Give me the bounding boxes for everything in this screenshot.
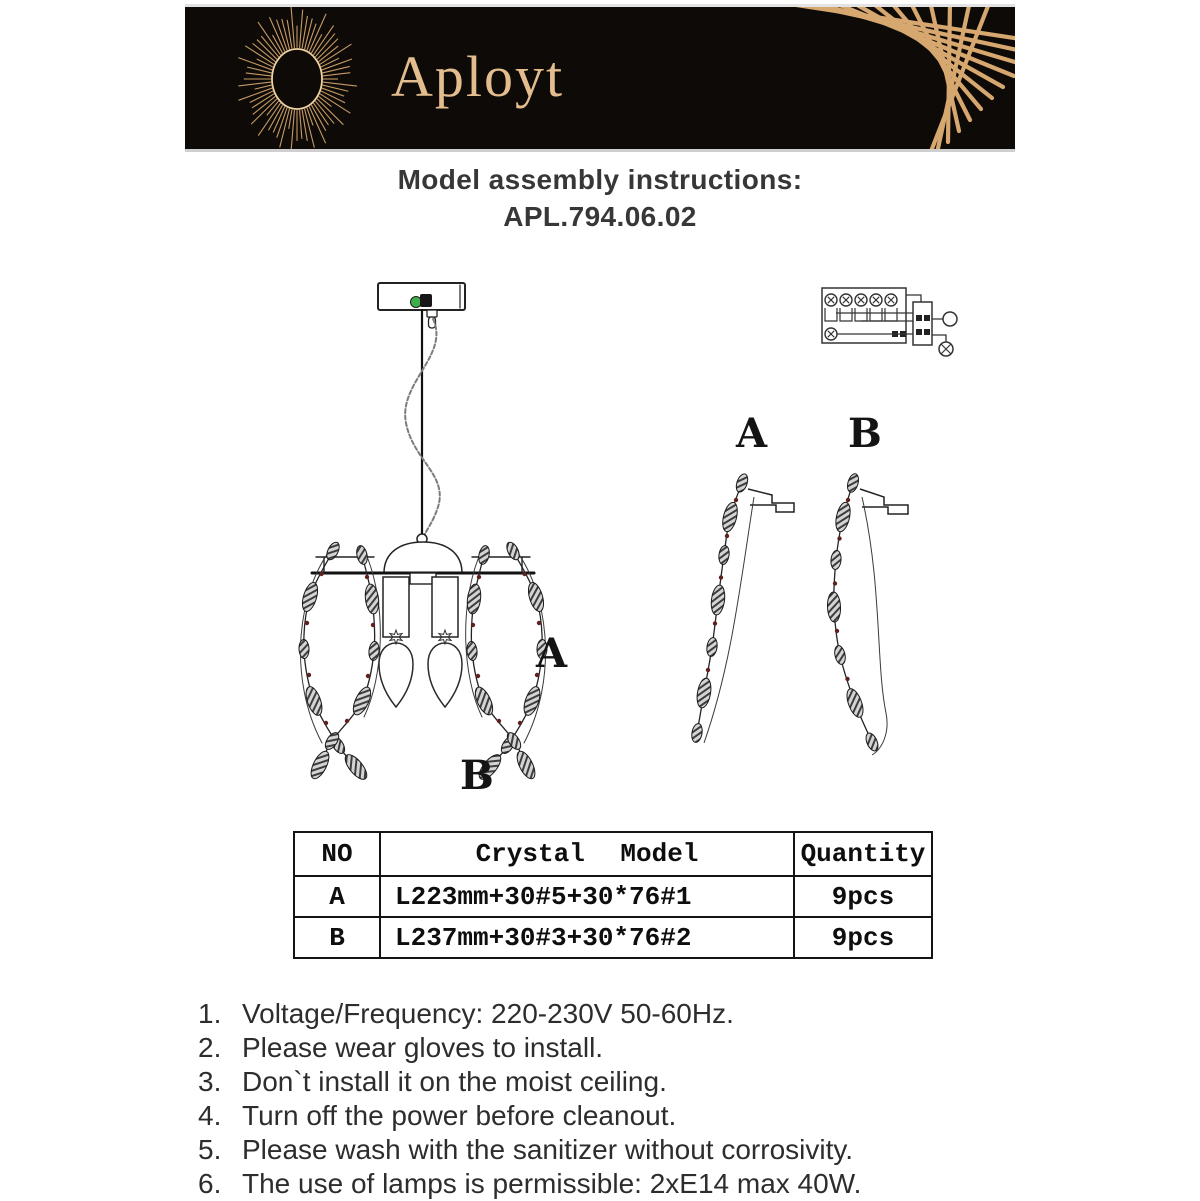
joint-dot	[345, 719, 349, 723]
joint-dot	[537, 621, 541, 625]
sunburst-ring	[272, 49, 322, 109]
crystal-bead	[844, 687, 867, 720]
frame-b	[862, 497, 887, 755]
label-b-main: B	[460, 752, 494, 799]
joint-dot	[477, 575, 481, 579]
crystal-bead	[846, 472, 861, 493]
sunburst-ray	[323, 82, 357, 86]
item-number: 6.	[198, 1168, 222, 1199]
joint-dot	[365, 575, 369, 579]
list-item	[198, 1065, 1058, 1099]
label-b-detail: B	[848, 410, 882, 457]
joint-dot	[366, 674, 370, 678]
crystal-bead	[477, 545, 491, 566]
screw-knob	[420, 294, 432, 307]
sunburst-ray	[302, 16, 307, 49]
joint-dot	[371, 623, 375, 627]
crystal-parts-table	[293, 831, 933, 959]
joint-dot	[846, 498, 850, 502]
lamp-socket	[432, 577, 458, 637]
candle-bulb	[379, 643, 413, 707]
terminal-clip	[825, 308, 837, 321]
crystal-bead	[718, 545, 731, 565]
cell-no: B	[294, 917, 380, 958]
frame-a	[704, 497, 754, 743]
item-number: 2.	[198, 1032, 222, 1063]
assembly-diagram	[280, 255, 980, 825]
item-text: Please wash with the sanitizer without corrosivity.	[242, 1134, 854, 1165]
crystal-bead	[526, 581, 547, 613]
joint-dot	[833, 581, 837, 585]
joint-dot	[837, 536, 841, 540]
crystal-bead	[324, 540, 341, 561]
joint-dot	[706, 668, 710, 672]
crystal-bead	[341, 751, 370, 782]
joint-dot	[518, 721, 522, 725]
detail-strand-b	[827, 472, 881, 752]
hook-a	[748, 489, 794, 512]
terminal-clip	[885, 308, 897, 321]
item-number: 5.	[198, 1134, 222, 1165]
terminal-clip	[840, 308, 852, 321]
list-item	[198, 1099, 1058, 1133]
instructions-list	[198, 997, 1058, 1201]
joint-dot	[324, 721, 328, 725]
page-title: Model assembly instructions:	[397, 164, 803, 195]
lamp-socket	[383, 577, 409, 637]
joint-dot	[845, 677, 849, 681]
sunburst-ray	[300, 10, 303, 48]
crystal-bead	[734, 472, 750, 493]
sunburst-ray	[289, 110, 292, 129]
banner-artwork	[185, 7, 1015, 149]
item-text: Don`t install it on the moist ceiling.	[242, 1066, 667, 1097]
pendant-lamp	[299, 283, 568, 799]
list-item	[198, 1031, 1058, 1065]
joint-dot	[476, 674, 480, 678]
cell-model: L237mm+30#3+30*76#2	[380, 917, 794, 958]
detail-strands	[690, 472, 880, 752]
sunburst-ray	[246, 73, 271, 76]
table-header-row	[294, 832, 932, 876]
canopy-dome	[384, 542, 462, 573]
joint-dot	[713, 621, 717, 625]
joint-dot	[522, 572, 526, 576]
label-a-main: A	[536, 630, 568, 677]
joint-dot	[835, 629, 839, 633]
joint-dot	[471, 623, 475, 627]
cord-grip	[427, 310, 437, 317]
crystal-bead	[833, 645, 847, 666]
joint-dot	[719, 575, 723, 579]
header-no: NO	[294, 832, 380, 876]
crystal-bead	[695, 677, 713, 709]
label-a-detail: A	[736, 410, 768, 457]
sunburst-ray	[320, 94, 350, 113]
crystal-bead	[364, 583, 381, 614]
sunburst-ray	[313, 25, 333, 54]
crystal-bead	[513, 749, 538, 782]
brand-logo-text: Aployt	[391, 44, 565, 109]
sunburst-ray	[300, 110, 302, 139]
item-text: Please wear gloves to install.	[242, 1032, 604, 1063]
crystal-bead	[368, 641, 380, 661]
table-row	[294, 876, 932, 917]
header-model: Crystal Model	[380, 832, 794, 876]
item-text: The use of lamps is permissible: 2xE14 max 40W.	[242, 1168, 862, 1199]
table-row	[294, 917, 932, 958]
strand-wire	[320, 555, 375, 765]
sunburst-ray	[291, 110, 294, 149]
corner-ray	[948, 7, 950, 142]
crystal-bead	[720, 501, 740, 533]
model-number: APL.794.06.02	[503, 201, 697, 232]
list-item	[198, 1133, 1058, 1167]
crystal-bead	[833, 501, 852, 533]
crystal-bead	[299, 639, 310, 658]
list-item	[198, 997, 1058, 1031]
crystal-bead	[690, 723, 703, 743]
joint-dot	[307, 673, 311, 677]
sunburst-ray	[238, 82, 271, 86]
hook-b	[860, 489, 908, 514]
joint-dot	[319, 572, 323, 576]
sunburst-ray	[251, 99, 277, 124]
sunburst-ray	[291, 7, 294, 48]
wiring-diagram	[822, 288, 957, 356]
lamp-symbol	[943, 312, 957, 326]
connector-block	[913, 302, 932, 345]
detail-strand-a	[690, 472, 749, 743]
crystal-bead	[307, 749, 332, 782]
crystal-details	[690, 410, 908, 755]
header-quantity: Quantity	[794, 832, 932, 876]
terminal-clip	[855, 308, 867, 321]
sunburst-ray	[323, 85, 349, 91]
crystal-bead	[466, 583, 483, 614]
item-text: Turn off the power before cleanout.	[242, 1100, 677, 1131]
cell-quantity: 9pcs	[794, 917, 932, 958]
list-item	[198, 1167, 1058, 1201]
crystal-bead	[830, 550, 842, 570]
crystal-bead	[706, 637, 719, 657]
item-number: 1.	[198, 998, 222, 1029]
crystal-bead	[355, 545, 369, 566]
candle-bulb	[428, 643, 462, 707]
joint-dot	[734, 498, 738, 502]
item-text: Voltage/Frequency: 220-230V 50-60Hz.	[242, 998, 734, 1029]
sunburst-ray	[257, 59, 273, 67]
item-number: 4.	[198, 1100, 222, 1131]
crystal-bead	[300, 581, 321, 613]
sunburst-ray	[302, 110, 307, 141]
green-screw	[411, 297, 422, 308]
sunburst-ray	[323, 66, 350, 73]
cell-no: A	[294, 876, 380, 917]
item-number: 3.	[198, 1066, 222, 1097]
sunburst-ray	[323, 73, 350, 76]
lamp-symbol-crossed	[939, 342, 953, 356]
terminal-clip	[870, 308, 882, 321]
sunburst-ray	[255, 85, 272, 89]
crystal-bead	[466, 641, 478, 661]
joint-dot	[725, 534, 729, 538]
crystal-bead	[710, 584, 727, 615]
brand-banner	[185, 4, 1015, 152]
crystal-bead	[504, 540, 521, 561]
sunburst-ray	[317, 99, 343, 125]
crystal-bead	[827, 592, 841, 623]
joint-dot	[305, 621, 309, 625]
cell-model: L223mm+30#5+30*76#1	[380, 876, 794, 917]
sunburst-ray	[321, 58, 339, 67]
terminal-screws	[825, 294, 897, 340]
joint-dot	[497, 719, 501, 723]
strand-wire	[471, 555, 526, 765]
cell-quantity: 9pcs	[794, 876, 932, 917]
